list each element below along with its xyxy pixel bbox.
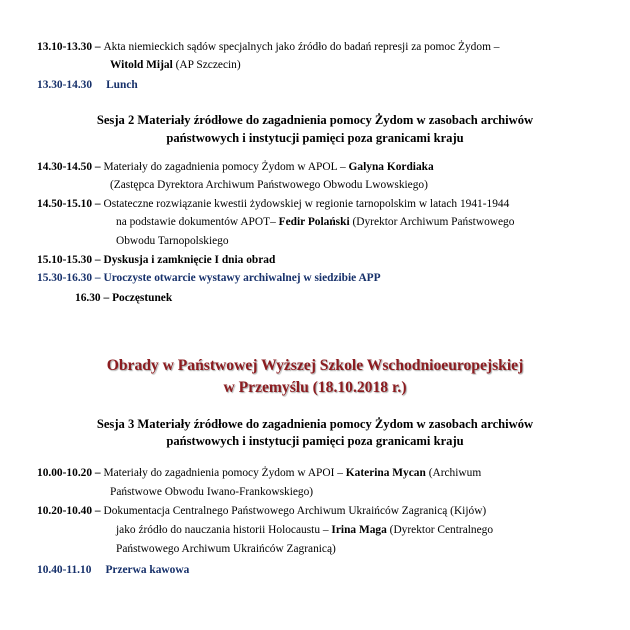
entry-dash: –: [94, 254, 101, 266]
entry-text: Akta niemieckich sądów specjalnych jako źródło do badań represji za pomoc Żydom –: [103, 41, 500, 53]
session-2-heading-line2: państwowych i instytucji pamięci poza granicami kraju: [166, 131, 464, 145]
entry-time: 10.20-10.40: [37, 505, 93, 517]
entry-dash: –: [94, 467, 101, 479]
entry-text: Uroczyste otwarcie wystawy archiwalnej w siedzibie APP: [103, 272, 381, 284]
program-entry-continuation: [116, 523, 493, 537]
program-entry-continuation: [110, 58, 241, 72]
entry-time: 14.30-14.50: [37, 161, 93, 173]
entry-time: 15.10-15.30: [37, 254, 93, 266]
entry-text: Przerwa kawowa: [105, 564, 190, 576]
program-entry: [37, 253, 275, 267]
program-entry: [75, 291, 172, 305]
program-entry-continuation: Państwowe Obwodu Iwano-Frankowskiego): [110, 486, 314, 498]
session-3-heading-line1: Sesja 3 Materiały źródłowe do zagadnienia pomocy Żydom w zasobach archiwów: [96, 417, 534, 431]
entry-text: Poczęstunek: [112, 292, 173, 304]
speaker-affiliation: (Archiwum: [425, 467, 482, 479]
entry-time: 13.10-13.30: [37, 41, 93, 53]
entry-text: jako źródło do nauczania historii Holocaustu –: [116, 524, 332, 536]
program-entry: [37, 160, 434, 174]
program-entry-continuation: [116, 215, 514, 229]
entry-text: Materiały do zagadnienia pomocy Żydom w APOI –: [103, 467, 346, 479]
entry-time: 14.50-15.10: [37, 198, 93, 210]
entry-dash: –: [94, 505, 101, 517]
program-entry-exhibition: [37, 271, 381, 285]
program-entry-lunch: [37, 78, 138, 92]
venue-title-line2: w Przemyślu (18.10.2018 r.): [223, 379, 407, 396]
speaker-affiliation: (Dyrektor Centralnego: [386, 524, 494, 536]
program-entry: [37, 466, 481, 480]
entry-time: 15.30-16.30: [37, 272, 93, 284]
program-entry: [37, 504, 486, 518]
entry-text: Materiały do zagadnienia pomocy Żydom w APOL –: [103, 161, 349, 173]
speaker-name: Galyna Kordiaka: [348, 161, 434, 173]
entry-time: 13.30-14.30: [37, 79, 93, 91]
entry-dash: –: [92, 41, 104, 53]
program-entry-coffee-break: [37, 563, 189, 577]
entry-text: Dokumentacja Centralnego Państwowego Archiwum Ukraińców Zagranicą (Kijów): [103, 505, 487, 517]
entry-time: 16.30: [75, 292, 101, 304]
entry-dash: –: [103, 292, 110, 304]
session-2-heading-line1: Sesja 2 Materiały źródłowe do zagadnienia pomocy Żydom w zasobach archiwów: [96, 113, 534, 127]
speaker-name: Irina Maga: [331, 524, 387, 536]
session-3-heading-line2: państwowych i instytucji pamięci poza granicami kraju: [166, 434, 464, 448]
entry-dash: –: [94, 161, 101, 173]
entry-text: Dyskusja i zamknięcie I dnia obrad: [103, 254, 276, 266]
entry-label: Lunch: [106, 79, 138, 91]
entry-text: Ostateczne rozwiązanie kwestii żydowskiej w regionie tarnopolskim w latach 1941-1944: [103, 198, 510, 210]
entry-time: 10.40-11.10: [37, 564, 92, 576]
speaker-name: Witold Mijal: [110, 59, 173, 71]
speaker-affiliation: (Dyrektor Archiwum Państwowego: [349, 216, 515, 228]
program-entry: [37, 40, 499, 54]
program-entry-continuation: (Zastępca Dyrektora Archiwum Państwowego Obwodu Lwowskiego): [110, 179, 428, 191]
entry-text: na podstawie dokumentów APOT–: [116, 216, 279, 228]
entry-dash: –: [94, 198, 101, 210]
program-entry: [37, 197, 509, 211]
program-entry-continuation: Państwowego Archiwum Ukraińców Zagranicą): [116, 543, 336, 555]
speaker-name: Katerina Mycan: [345, 467, 426, 479]
entry-dash: –: [94, 272, 101, 284]
entry-time: 10.00-10.20: [37, 467, 93, 479]
program-entry-continuation: Obwodu Tarnopolskiego: [116, 235, 229, 247]
venue-title-line1: Obrady w Państwowej Wyższej Szkole Wschodnioeuropejskiej: [106, 357, 524, 374]
speaker-name: Fedir Polański: [278, 216, 350, 228]
speaker-affiliation: (AP Szczecin): [172, 59, 241, 71]
